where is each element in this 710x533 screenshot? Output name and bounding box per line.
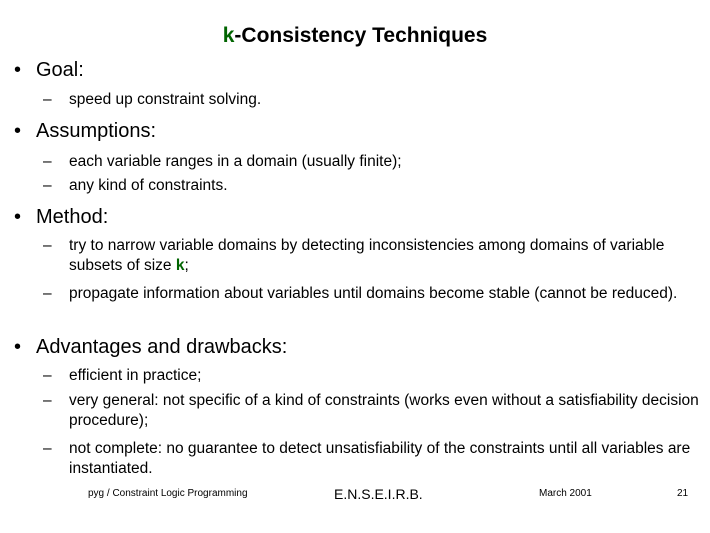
bullet-assumptions <box>14 118 694 144</box>
method-heading: Method: <box>36 206 109 228</box>
method-item <box>43 284 703 304</box>
method-item-text <box>69 236 703 276</box>
dash-icon: – <box>43 177 52 194</box>
assumptions-item-text: any kind of constraints. <box>69 177 228 194</box>
advantages-item <box>43 391 703 431</box>
goal-heading: Goal: <box>36 59 84 81</box>
method-item-text: propagate information about variables until domains become stable (cannot be reduced). <box>69 285 678 302</box>
method-item <box>43 236 703 276</box>
dash-icon: – <box>43 285 52 302</box>
advantages-item-text: efficient in practice; <box>69 367 202 384</box>
dash-icon: – <box>43 91 52 108</box>
bullet-goal <box>14 57 694 83</box>
bullet-dot-icon: • <box>14 206 22 228</box>
footer-date: March 2001 <box>539 488 592 499</box>
bullet-dot-icon: • <box>14 59 22 81</box>
footer-institution: E.N.S.E.I.R.B. <box>334 486 423 502</box>
advantages-heading: Advantages and drawbacks: <box>36 336 288 358</box>
advantages-item <box>43 366 703 386</box>
method-accent-k: k <box>175 257 185 274</box>
dash-icon: – <box>43 367 52 384</box>
advantages-item-text: very general: not specific of a kind of constraints (works even without a satisfiability decision procedure); <box>69 392 699 429</box>
footer-page-number: 21 <box>677 488 689 499</box>
goal-item <box>43 90 703 110</box>
assumptions-item <box>43 152 703 172</box>
slide-title <box>0 22 710 50</box>
bullet-advantages <box>14 334 694 360</box>
method-item-text-end: ; <box>184 257 189 274</box>
goal-item-text: speed up constraint solving. <box>69 91 262 108</box>
title-text: -Consistency Techniques <box>234 24 488 47</box>
dash-icon: – <box>43 153 52 170</box>
footer-author-course: pyg / Constraint Logic Programming <box>88 488 248 499</box>
dash-icon: – <box>43 440 52 457</box>
bullet-dot-icon: • <box>14 120 22 142</box>
method-item-text-part: try to narrow variable domains by detecting inconsistencies among domains of variable subsets of size <box>69 237 665 274</box>
dash-icon: – <box>43 237 52 254</box>
assumptions-item-text: each variable ranges in a domain (usually finite); <box>69 153 402 170</box>
advantages-item <box>43 439 703 479</box>
assumptions-heading: Assumptions: <box>36 120 157 142</box>
assumptions-item <box>43 176 703 196</box>
title-accent-k: k <box>222 24 235 47</box>
advantages-item-text: not complete: no guarantee to detect unsatisfiability of the constraints until all variables are instantiated. <box>69 440 691 477</box>
bullet-method <box>14 204 694 230</box>
bullet-dot-icon: • <box>14 336 22 358</box>
dash-icon: – <box>43 392 52 409</box>
